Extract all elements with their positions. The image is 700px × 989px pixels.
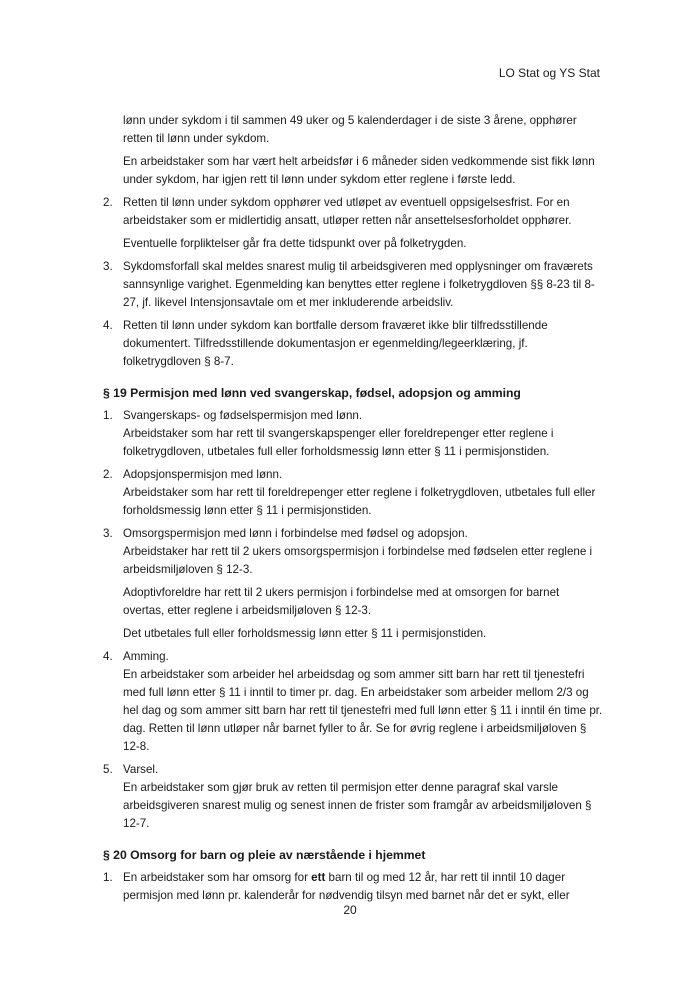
text-run: En arbeidstaker som har omsorg for bbox=[123, 871, 312, 884]
list-title: Amming. bbox=[123, 650, 169, 663]
list-title: Omsorgspermisjon med lønn i forbindelse med fødsel og adopsjon. bbox=[123, 527, 468, 540]
list-subparagraph: Adoptivforeldre har rett til 2 ukers permisjon i forbindelse med at omsorgen for barnet overtas, etter reglene i arbeidsmiljøloven § 12-3. bbox=[123, 586, 560, 617]
list-number: 3. bbox=[103, 260, 113, 273]
section-heading: § 19 Permisjon med lønn ved svangerskap, fødsel, adopsjon og amming bbox=[103, 386, 521, 400]
paragraph: lønn under sykdom i til sammen 49 uker og 5 kalenderdager i de siste 3 årene, opphører retten til lønn under sykdom. bbox=[123, 114, 577, 145]
list-item bbox=[103, 869, 603, 905]
section-heading: § 20 Omsorg for barn og pleie av nærstående i hjemmet bbox=[103, 848, 426, 862]
list-item bbox=[103, 258, 603, 312]
list-text: En arbeidstaker som arbeider hel arbeidsdag og som ammer sitt barn har rett til tjenestefri med full lønn etter § 11 i inntil to timer pr. dag. En arbeidstaker som arbeider mellom 2/3 og hel dag og som ammer sitt barn har rett til tjenestefri med full lønn etter § 11 i inntil én time pr. dag. Retten til lønn utløper når barnet fyller to år. Se for øvrig reglene i arbeidsmiljøloven § 12-8. bbox=[123, 668, 603, 753]
list-subparagraph: Eventuelle forpliktelser går fra dette tidspunkt over på folketrygden. bbox=[123, 237, 467, 250]
list-item bbox=[103, 648, 603, 756]
list-item bbox=[103, 466, 603, 520]
list-number: 1. bbox=[103, 409, 113, 422]
list-number: 1. bbox=[103, 871, 113, 884]
page-header: LO Stat og YS Stat bbox=[498, 66, 600, 80]
list-item bbox=[103, 761, 603, 833]
list-title: Varsel. bbox=[123, 763, 159, 776]
list-number: 3. bbox=[103, 527, 113, 540]
list-number: 4. bbox=[103, 319, 113, 332]
list-subparagraph: Det utbetales full eller forholdsmessig lønn etter § 11 i permisjonstiden. bbox=[123, 627, 487, 640]
list-number: 5. bbox=[103, 763, 113, 776]
list-text: Retten til lønn under sykdom kan bortfalle dersom fraværet ikke blir tilfredsstillende dokumentert. Tilfredsstillende dokumentasjon er egenmelding/legeerklæring, jf. folketrygdloven § 8-7. bbox=[123, 319, 548, 368]
list-title: Svangerskaps- og fødselspermisjon med lønn. bbox=[123, 409, 363, 422]
list-text: Sykdomsforfall skal meldes snarest mulig til arbeidsgiveren med opplysninger om fraværets sannsynlige varighet. Egenmelding kan benyttes etter reglene i folketrygdloven §§ 8-23 til 8-27, jf. likevel Intensjonsavtale om et mer inkluderende arbeidsliv. bbox=[123, 260, 595, 309]
list-text bbox=[123, 869, 603, 905]
list-number: 4. bbox=[103, 650, 113, 663]
list-number: 2. bbox=[103, 196, 113, 209]
document-body bbox=[103, 112, 603, 910]
page-number: 20 bbox=[343, 903, 357, 917]
list-text: Arbeidstaker som har rett til svangerskapspenger eller foreldrepenger etter reglene i folketrygdloven, utbetales full eller forholdsmessig lønn etter § 11 i permisjonstiden. bbox=[123, 427, 554, 458]
list-text: Arbeidstaker som har rett til foreldrepenger etter reglene i folketrygdloven, utbetales full eller forholdsmessig lønn etter § 11 i permisjonstiden. bbox=[123, 486, 596, 517]
text-run: barn til og med 12 år, har rett til inntil 10 dager permisjon med lønn pr. kalenderår for nødvendig tilsyn med barnet når det er sykt, eller bbox=[123, 871, 570, 902]
list-item bbox=[103, 407, 603, 461]
list-text: Retten til lønn under sykdom opphører ved utløpet av eventuell oppsigelsesfrist. For en arbeidstaker som er midlertidig ansatt, utløper retten når ansettelsesforholdet opphører. bbox=[123, 196, 572, 227]
list-number: 2. bbox=[103, 468, 113, 481]
list-text: Arbeidstaker har rett til 2 ukers omsorgspermisjon i forbindelse med fødselen etter reglene i arbeidsmiljøloven § 12-3. bbox=[123, 545, 593, 576]
list-item bbox=[103, 317, 603, 371]
list-item bbox=[103, 525, 603, 643]
list-title: Adopsjonspermisjon med lønn. bbox=[123, 468, 283, 481]
section-18-continuation bbox=[103, 112, 603, 189]
list-item bbox=[103, 194, 603, 253]
emphasis-text: ett bbox=[311, 871, 326, 884]
paragraph: En arbeidstaker som har vært helt arbeidsfør i 6 måneder siden vedkommende sist fikk lønn under sykdom, har igjen rett til lønn under sykdom etter reglene i første ledd. bbox=[123, 155, 595, 186]
list-text: En arbeidstaker som gjør bruk av retten til permisjon etter denne paragraf skal varsle arbeidsgiveren snarest mulig og senest innen de frister som framgår av arbeidsmiljøloven § 12-7. bbox=[123, 781, 592, 830]
